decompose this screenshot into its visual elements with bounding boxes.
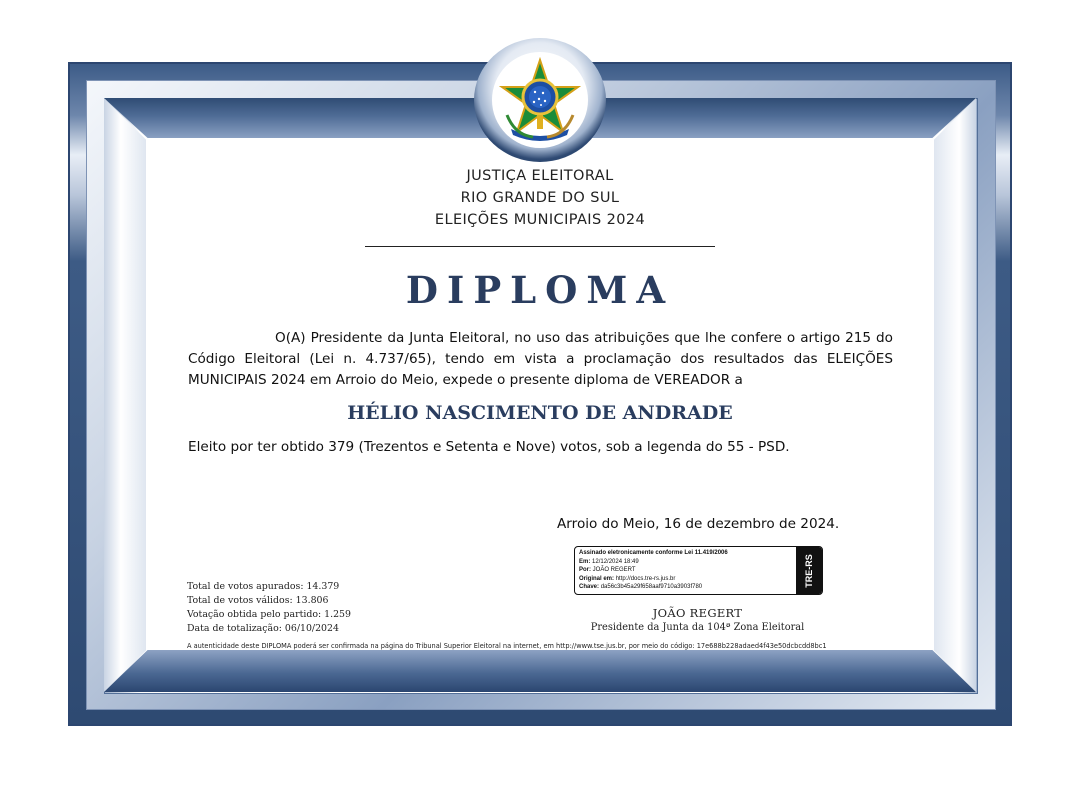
frame-bevel-right — [934, 98, 976, 692]
document-title: DIPLOMA — [405, 268, 675, 312]
frame-bevel-left — [104, 98, 146, 692]
stamp-original-label: Original em: — [579, 575, 615, 582]
header-institution: JUSTIÇA ELEITORAL — [466, 168, 614, 184]
stamp-line-law: Assinado eletronicamente conforme Lei 11.419/2006 — [579, 550, 728, 556]
diploma-body-text — [188, 328, 893, 391]
stat-totalization-date: Data de totalização: 06/10/2024 — [187, 623, 339, 634]
stamp-date-label: Em: — [579, 558, 591, 565]
coat-of-arms-icon — [492, 52, 588, 148]
header-election: ELEIÇÕES MUNICIPAIS 2024 — [434, 212, 646, 228]
brazil-coat-of-arms-seal — [474, 38, 606, 162]
diploma-body-content: O(A) Presidente da Junta Eleitoral, no uso das atribuições que lhe confere o artigo 215 do Código Eleitoral (Lei n. 4.737/65), tendo em vista a proclamação dos resultados das ELEIÇÕES MUNICIPAIS 2024 em Arroio do Meio, expede o presente diploma de VEREADOR a — [188, 330, 893, 388]
header-divider — [365, 246, 715, 247]
stamp-tab — [796, 547, 822, 594]
vote-statistics — [187, 580, 351, 636]
stamp-key-label: Chave: — [579, 584, 600, 591]
signer-role: Presidente da Junta da 104ª Zona Eleitoral — [590, 622, 805, 633]
header-state: RIO GRANDE DO SUL — [460, 190, 620, 206]
place-and-date: Arroio do Meio, 16 de dezembro de 2024. — [557, 516, 840, 532]
stamp-signer-label: Por: — [579, 567, 591, 574]
frame-bevel-bottom — [104, 650, 976, 692]
elected-votes-text: Eleito por ter obtido 379 (Trezentos e Setenta e Nove) votos, sob a legenda do 55 - PSD. — [188, 439, 790, 455]
stamp-key: da56c3b45a29f658aaf9710a3903f780 — [600, 584, 703, 591]
authenticity-footer: A autenticidade deste DIPLOMA poderá ser confirmada na página do Tribunal Superior Eleitoral na internet, em http://www.tse.jus.br, por meio do código: 17e688b228adaed4f43e50dcbcdd8bc1 — [187, 642, 827, 650]
stamp-signer: JOÃO REGERT — [592, 567, 636, 574]
signer-name: JOÃO REGERT — [652, 606, 743, 620]
elected-name: HÉLIO NASCIMENTO DE ANDRADE — [347, 402, 733, 424]
stat-total-votes: Total de votos apurados: 14.379 — [187, 581, 340, 592]
stat-party-votes: Votação obtida pelo partido: 1.259 — [187, 609, 351, 620]
stamp-original-url: http://docs.tre-rs.jus.br — [615, 575, 676, 582]
electronic-signature-stamp — [574, 546, 823, 595]
stamp-date: 12/12/2024 18:49 — [592, 558, 639, 565]
stat-valid-votes: Total de votos válidos: 13.806 — [187, 595, 329, 606]
stamp-tab-label: TRE-RS — [804, 553, 814, 588]
